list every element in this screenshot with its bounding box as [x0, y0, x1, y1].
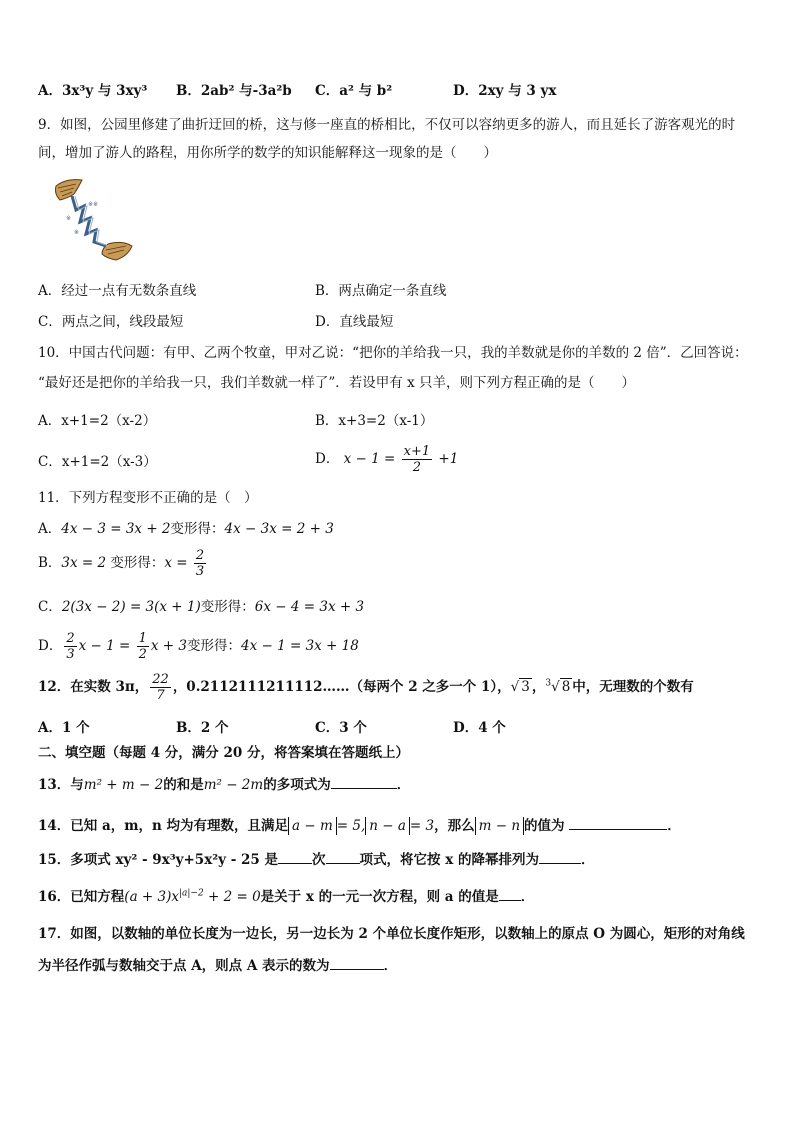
q13-post: 的多项式为 [263, 777, 331, 793]
q12-option-d: D．4 个 [453, 720, 506, 736]
fraction-denominator: 7 [156, 688, 165, 703]
q14-stem [38, 817, 681, 835]
q16-pre: 16．已知方程 [38, 889, 125, 905]
q10-stem-line2: “最好还是把你的羊给我一只，我们羊数就一样了”．若设甲有 x 只羊，则下列方程正确的是（ ） [38, 375, 635, 391]
q8-option-a: A．3x³y 与 3xy³ [38, 83, 148, 99]
answer-blank[interactable] [330, 957, 384, 970]
q13-pre: 13．与 [38, 777, 84, 793]
q16-expression: (a + 3)x [124, 889, 179, 905]
q12-stem-post: 中，无理数的个数有 [572, 679, 694, 695]
answer-blank[interactable] [499, 888, 521, 901]
zigzag-bridge-figure [52, 176, 134, 262]
q12-option-c: C．3 个 [315, 720, 367, 736]
q11-option-c [38, 598, 364, 616]
q12-stem [38, 672, 694, 703]
cube-root-symbol: $^3$√ 8 [545, 678, 571, 695]
q10-option-d-fraction [402, 444, 433, 475]
q14-abs-1: a − m [288, 817, 337, 835]
fraction-denominator: 2 [412, 460, 422, 475]
q16-exponent: |a|−2 [178, 888, 204, 899]
q17-line2-text: 为半径作弧与数轴交于点 A，则点 A 表示的数为 [38, 958, 330, 974]
sqrt-symbol: √ 3 [510, 679, 530, 695]
fraction-denominator: 3 [66, 647, 75, 662]
answer-blank-terms[interactable] [326, 851, 360, 864]
q9-stem-line2: 间，增加了游人的路程，用你所学的数学的知识能解释这一现象的是（ ） [38, 145, 497, 161]
q12-option-a: A．1 个 [38, 720, 90, 736]
answer-blank-degree[interactable] [278, 851, 312, 864]
fraction-numerator: 22 [152, 672, 169, 687]
q14-abs-3: m − n [475, 817, 524, 835]
q13-expression-2: m² − 2m [203, 777, 264, 793]
q9-stem-line1: 9．如图，公园里修建了曲折迂回的桥，这与修一座直的桥相比，不仅可以容纳更多的游人，而且延长了游客观光的时 [38, 117, 736, 133]
q11-option-d-label: D． [38, 638, 63, 654]
q11-option-a-result: 4x − 3x = 2 + 3 [224, 521, 334, 537]
q11-option-c-transform: 变形得： [200, 599, 255, 615]
q17-end: ． [383, 958, 398, 974]
answer-blank[interactable] [331, 776, 397, 789]
q12-option-b: B．2 个 [176, 720, 229, 736]
sqrt-radicand: 3 [521, 679, 530, 695]
q11-option-a [38, 520, 334, 538]
q11-option-c-result: 6x − 4 = 3x + 3 [254, 599, 365, 615]
fraction-denominator: 2 [138, 647, 147, 662]
svg-text:※: ※ [74, 229, 80, 236]
section-heading-fill-in: 二、填空题（每题 4 分，满分 20 分，将答案填在答题纸上） [38, 745, 409, 761]
q11-option-b-transform: 变形得： [106, 555, 165, 571]
fraction-denominator: 3 [195, 564, 205, 579]
q16-stem [38, 888, 534, 906]
q15-mid-1: 次 [312, 852, 326, 868]
q11-option-c-equation: 2(3x − 2) = 3(x + 1) [61, 599, 201, 615]
q14-eq-1: = 5, [336, 818, 366, 834]
q10-option-b: B．x+3=2（x-1） [315, 413, 434, 429]
q15-end: ． [580, 852, 595, 868]
q12-fraction [150, 672, 171, 703]
q9-option-b: B．两点确定一条直线 [315, 283, 447, 299]
fraction-numerator: 1 [138, 631, 147, 646]
svg-text:※※: ※※ [88, 201, 99, 208]
q13-mid: 的和是 [163, 777, 204, 793]
q11-option-b-fraction [194, 548, 206, 579]
q11-option-d-fraction-2 [137, 631, 149, 662]
q10-option-c: C．x+1=2（x-3） [38, 454, 157, 470]
q11-option-d-part-2: x + 3 [150, 638, 187, 654]
q14-abs-2: n − a [365, 817, 410, 835]
q14-end: ． [667, 818, 681, 834]
q13-expression-1: m² + m − 2 [83, 777, 164, 793]
q11-option-b [38, 548, 208, 579]
q13-stem [38, 776, 410, 794]
q10-stem-line1: 10．中国古代问题：有甲、乙两个牧童，甲对乙说：“把你的羊给我一只，我的羊数就是你的羊数的 2 倍”．乙回答说： [38, 345, 748, 361]
q10-option-d-label: D． [315, 451, 340, 467]
q9-option-d: D．直线最短 [315, 314, 394, 330]
cube-root-radicand: 8 [561, 679, 571, 695]
q12-stem-mid: ，0.2112111211112……（每两个 2 之多一个 1）， [172, 679, 511, 695]
q11-option-d-part-1: x − 1 = [78, 638, 131, 654]
q12-stem-pre: 12．在实数 3π， [38, 679, 149, 695]
q14-pre: 14．已知 a，m，n 均为有理数，且满足 [38, 818, 289, 834]
q11-option-c-label: C． [38, 599, 62, 615]
q10-option-d-left: x − 1 = [343, 451, 396, 467]
q14-mid: ，那么 [434, 818, 475, 834]
fraction-numerator: 2 [195, 548, 205, 563]
q14-post: 的值为 [524, 818, 565, 834]
q15-mid-2: 项式，将它按 x 的降幂排列为 [359, 852, 539, 868]
q11-stem: 11．下列方程变形不正确的是（ ） [38, 490, 258, 506]
q14-eq-2: = 3 [409, 818, 435, 834]
svg-text:※: ※ [66, 215, 72, 222]
q12-separator: ， [531, 679, 546, 695]
q11-option-d [38, 631, 359, 662]
cube-root-index: 3 [545, 678, 552, 689]
q15-stem [38, 851, 594, 869]
q11-option-d-fraction-1 [64, 631, 76, 662]
q9-option-c: C．两点之间，线段最短 [38, 314, 184, 330]
q16-end: ． [520, 889, 535, 905]
q15-pre: 15．多项式 xy² - 9x³y+5x²y - 25 是 [38, 852, 278, 868]
q8-option-b: B．2ab² 与-3a²b [176, 83, 292, 99]
q10-option-d [315, 444, 458, 475]
fraction-numerator: 2 [66, 631, 75, 646]
q11-option-d-transform: 变形得： [187, 638, 241, 654]
q11-option-b-label: B． [38, 555, 62, 571]
q11-option-a-transform: 变形得： [170, 521, 225, 537]
q16-expression-2: + 2 = 0 [203, 889, 261, 905]
q11-option-d-result: 4x − 1 = 3x + 18 [241, 638, 359, 654]
q8-option-d: D．2xy 与 3 yx [453, 83, 557, 99]
q11-option-b-result-left: x = [164, 555, 188, 571]
q9-option-a: A．经过一点有无数条直线 [38, 283, 197, 299]
q11-option-a-equation: 4x − 3 = 3x + 2 [61, 521, 171, 537]
q8-option-c: C．a² 与 b² [315, 83, 393, 99]
q17-stem-line2 [38, 957, 397, 975]
answer-blank-arrangement[interactable] [539, 851, 581, 864]
q10-option-a: A．x+1=2（x-2） [38, 413, 157, 429]
q17-stem-line1: 17．如图，以数轴的单位长度为一边长，另一边长为 2 个单位长度作矩形，以数轴上的原点 O 为圆心，矩形的对角线 [38, 926, 745, 942]
q10-option-d-right: +1 [438, 451, 459, 467]
q11-option-a-label: A． [38, 521, 62, 537]
fraction-numerator: x+1 [403, 444, 431, 459]
q11-option-b-equation: 3x = 2 [61, 555, 107, 571]
answer-blank[interactable] [569, 817, 667, 830]
q13-end: ． [396, 777, 411, 793]
q16-post: 是关于 x 的一元一次方程，则 a 的值是 [260, 889, 499, 905]
